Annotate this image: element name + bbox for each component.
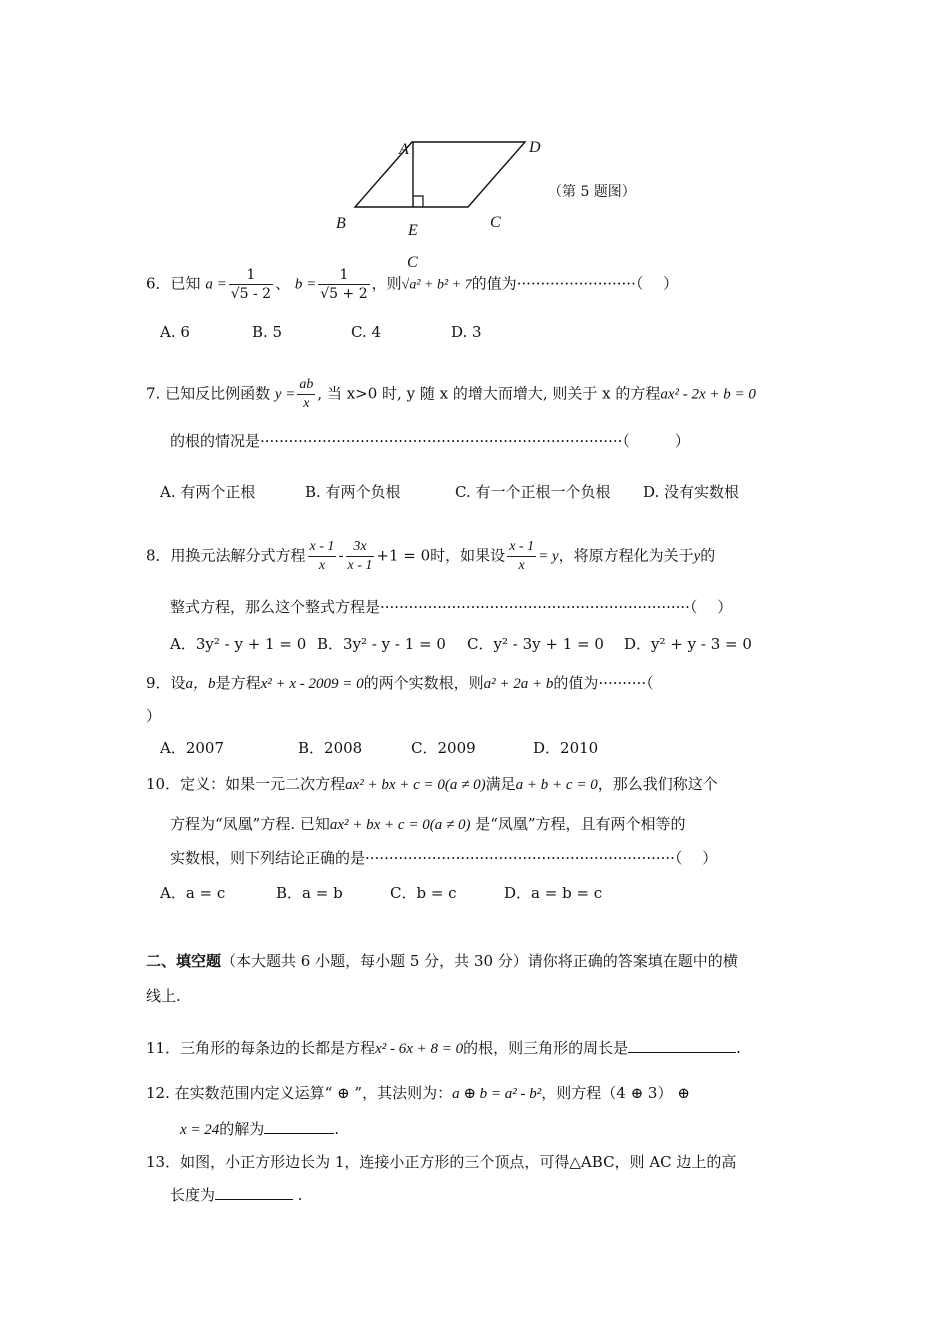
- q12-rule: a ⊕ b = a² - b²: [452, 1086, 542, 1102]
- label-e: E: [408, 222, 418, 239]
- question-12: [146, 1082, 690, 1103]
- question-9: [146, 672, 654, 693]
- q10-line-3: 实数根，则下列结论正确的是·································································（ ）: [170, 849, 718, 867]
- q6-option-d: D. 3: [451, 323, 482, 341]
- section-2-line-2: 线上.: [146, 987, 181, 1005]
- q8-text-2: 时，如果设: [430, 546, 506, 565]
- label-b: B: [336, 215, 346, 232]
- q10-option-d: D．a = b = c: [504, 884, 603, 902]
- q6-option-c: C. 4: [351, 323, 382, 341]
- q9-text-1: 9．设: [146, 674, 186, 692]
- label-d: D: [529, 139, 541, 156]
- q8-option-d: D．y² + y - 3 = 0: [624, 635, 752, 653]
- q10-condition: a + b + c = 0: [515, 777, 598, 793]
- q10-line-2: [170, 813, 686, 834]
- q9-text-2: 是方程: [215, 674, 261, 692]
- question-8: [146, 538, 715, 575]
- question-13: 13．如图，小正方形边长为 1，连接小正方形的三个顶点，可得△ABC，则 AC 边上的高: [146, 1153, 737, 1171]
- q7-text-1: 7. 已知反比例函数: [146, 384, 271, 403]
- q6-radical: √a² + b² + 7: [401, 277, 472, 293]
- q8-fraction-1: $\frac{x - 1}{x}$: [309, 539, 335, 573]
- q11-answer-blank[interactable]: [628, 1036, 736, 1053]
- label-c: C: [490, 214, 501, 231]
- q8-fraction-2: $\frac{3x}{x - 1}$: [347, 539, 373, 573]
- q10-equation-2: ax² + bx + c = 0(a ≠ 0): [329, 817, 471, 833]
- q7-text-2: , 当 x>0 时, y 随 x 的增大而增大, 则关于 x 的方程: [317, 384, 661, 403]
- q9-expression: a² + 2a + b: [483, 676, 554, 692]
- question-6: [146, 266, 678, 303]
- q10-equation-1: ax² + bx + c = 0(a ≠ 0): [345, 777, 486, 793]
- q12-line-2b: 的解为: [219, 1120, 265, 1138]
- q10-option-b: B．a = b: [276, 884, 343, 902]
- q8-fraction-3: $\frac{x - 1}{x}$: [509, 539, 535, 573]
- q11-text-2: 的根，则三角形的周长是: [463, 1039, 629, 1057]
- label-a: A: [399, 141, 409, 158]
- q8-rest: +1 = 0: [376, 546, 431, 565]
- q6-option-a: A. 6: [160, 323, 190, 341]
- q8-line-2: 整式方程，那么这个整式方程是·································································（ ）: [170, 598, 733, 616]
- q6-number: 6．: [146, 274, 171, 293]
- q10-option-a: A．a = c: [160, 884, 226, 902]
- q10-text-3: ，那么我们称这个: [597, 775, 718, 793]
- figure-5-parallelogram: [320, 130, 560, 280]
- q6-a-eq: a =: [205, 276, 227, 293]
- q7-y-eq: y =: [274, 386, 296, 403]
- right-angle-mark: [413, 196, 423, 207]
- q9-option-a: A．2007: [160, 739, 225, 757]
- q7-option-d: D. 没有实数根: [643, 483, 740, 501]
- question-10: [146, 773, 718, 794]
- q7-option-b: B. 有两个负根: [305, 483, 401, 501]
- q13-line-2-text: 长度为: [170, 1186, 216, 1204]
- q11-equation: x² - 6x + 8 = 0: [375, 1041, 464, 1057]
- q6-option-b: B. 5: [252, 323, 283, 341]
- q6-fraction-a: $\frac{1}{√5 - 2}$: [230, 267, 272, 302]
- q8-text-3: ，将原方程化为关于: [558, 546, 694, 565]
- q8-minus: -: [338, 546, 344, 565]
- q9-option-c: C．2009: [411, 739, 476, 757]
- q10-text-2: 满足: [485, 775, 516, 793]
- parallelogram-abcd: [355, 142, 525, 207]
- q12-equation: x = 24: [180, 1122, 220, 1138]
- question-7: [146, 376, 756, 413]
- q13-line-2: [170, 1183, 303, 1205]
- q8-option-a: A．3y² - y + 1 = 0: [170, 635, 307, 653]
- q8-text-1: 8．用换元法解分式方程: [146, 546, 306, 565]
- q7-equation: ax² - 2x + b = 0: [660, 386, 756, 403]
- q12-end: .: [334, 1120, 340, 1138]
- q9-ab: a，b: [185, 676, 216, 692]
- q10-line-2a: 方程为“凤凰”方程. 已知: [170, 815, 330, 833]
- q7-line-2: 的根的情况是············································································（ ）: [170, 432, 690, 450]
- q9-option-d: D．2010: [533, 739, 599, 757]
- q7-option-c: C. 有一个正根一个负根: [455, 483, 611, 501]
- q12-text-1: 12. 在实数范围内定义运算“ ⊕ ”，其法则为：: [146, 1084, 453, 1102]
- question-11: [146, 1036, 741, 1058]
- q6-text-2: ，则: [371, 274, 402, 293]
- q8-text-4: 的: [700, 546, 716, 565]
- q7-option-a: A. 有两个正根: [160, 483, 256, 501]
- q9-line-2: ）: [146, 707, 162, 725]
- q11-end: .: [736, 1039, 741, 1057]
- q6-text-1: 已知: [170, 274, 201, 293]
- q13-answer-blank[interactable]: [215, 1183, 293, 1200]
- q12-text-2: ，则方程（4 ⊕ 3） ⊕: [541, 1084, 690, 1102]
- q8-eq-y: = y: [538, 548, 559, 565]
- q10-text-1: 10．定义：如果一元二次方程: [146, 775, 346, 793]
- section-2-heading: [146, 950, 738, 971]
- q6-text-3: 的值为·························（ ）: [471, 274, 679, 293]
- q6-separator: 、: [275, 274, 291, 293]
- section-2-description: （本大题共 6 小题，每小题 5 分，共 30 分）请你将正确的答案填在题中的横: [221, 952, 738, 970]
- q6-fraction-b: $\frac{1}{√5 + 2}$: [320, 267, 368, 302]
- q12-line-2: [180, 1117, 339, 1139]
- label-c-extra: C: [407, 254, 418, 271]
- q9-option-b: B．2008: [298, 739, 363, 757]
- q12-answer-blank[interactable]: [264, 1117, 334, 1134]
- q10-option-c: C．b = c: [390, 884, 457, 902]
- figure-5-caption: （第 5 题图）: [548, 184, 636, 200]
- q6-b-eq: b =: [294, 276, 317, 293]
- q10-line-2b: 是“凤凰”方程，且有两个相等的: [470, 815, 686, 833]
- q8-option-c: C．y² - 3y + 1 = 0: [467, 635, 604, 653]
- q8-y: y: [693, 548, 701, 565]
- section-2-title: 二、填空题: [146, 952, 222, 970]
- q9-text-3: 的两个实数根，则: [363, 674, 484, 692]
- q7-fraction: $\frac{ab}{x}$: [299, 377, 314, 411]
- q9-equation: x² + x - 2009 = 0: [260, 676, 364, 692]
- q11-text-1: 11．三角形的每条边的长都是方程: [146, 1039, 376, 1057]
- q8-option-b: B．3y² - y - 1 = 0: [317, 635, 446, 653]
- q13-end: .: [293, 1186, 303, 1204]
- q9-text-4: 的值为··········（: [553, 674, 654, 692]
